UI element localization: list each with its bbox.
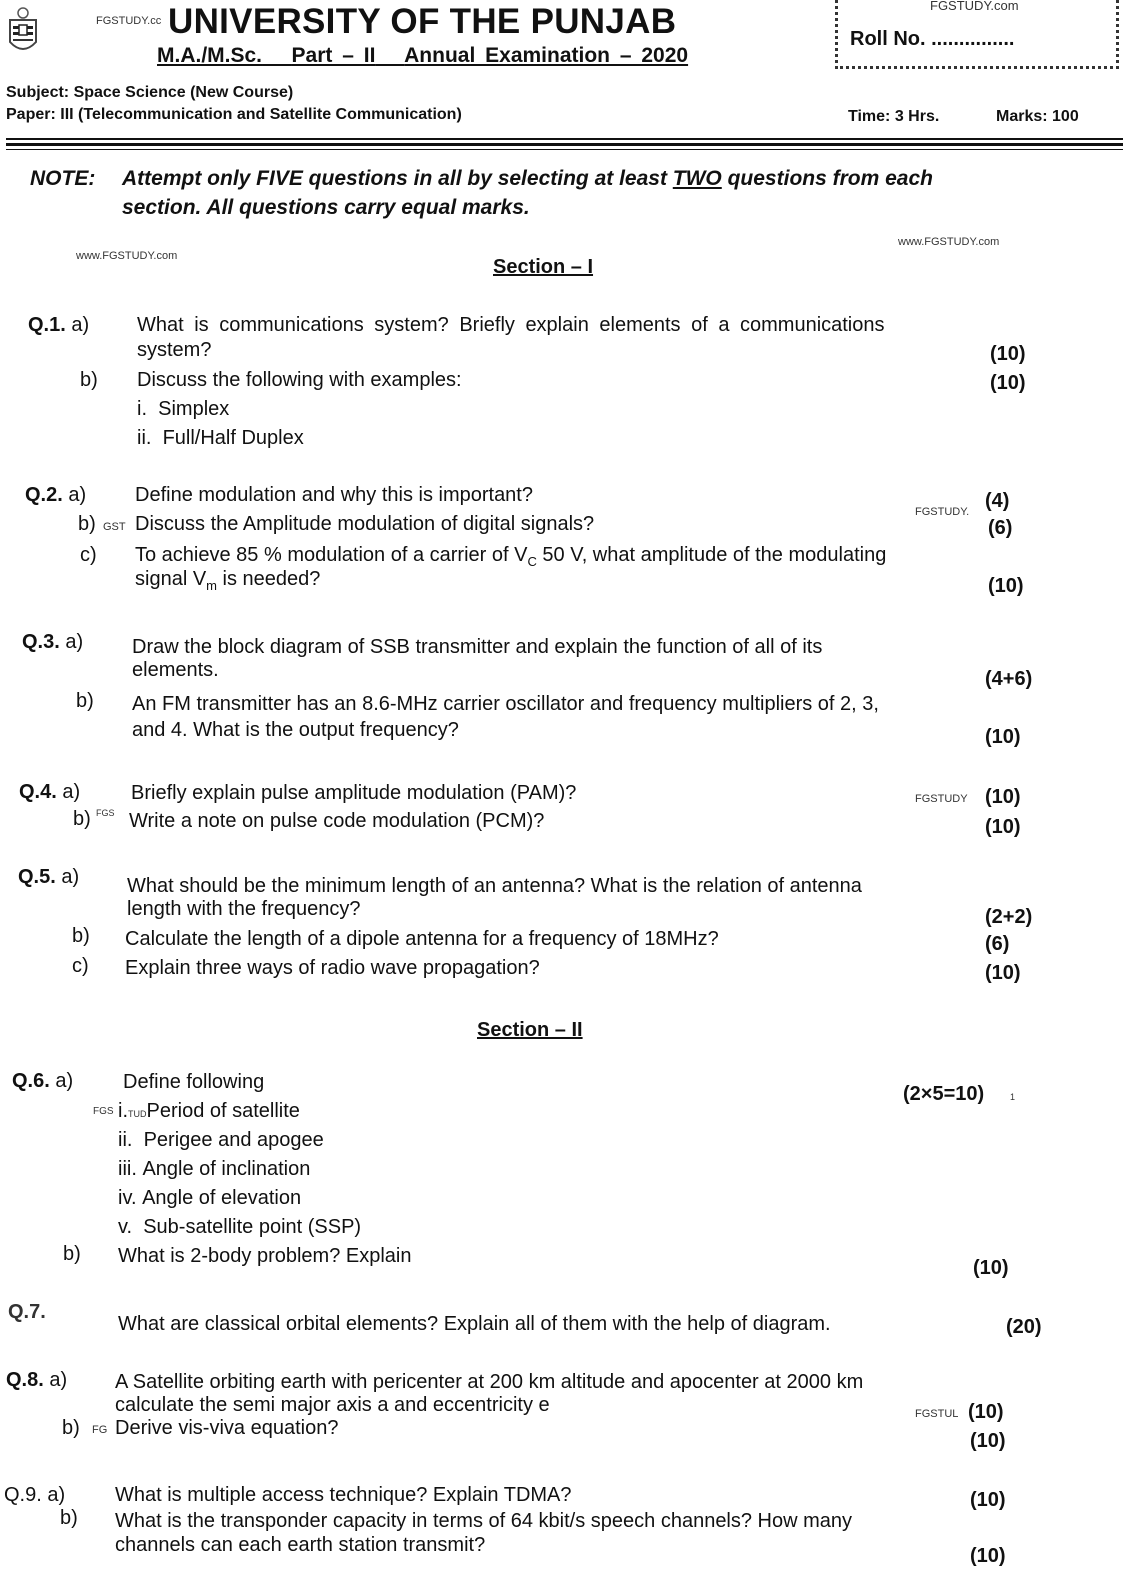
q3a-text: elements. [132,659,219,681]
header-divider [6,143,1123,146]
q6a-item: iv. Angle of elevation [118,1187,302,1209]
time-allowed: Time: 3 Hrs. [848,108,940,125]
q4b-label: b) [73,808,91,830]
question-1-number: Q.1. a) [28,314,90,336]
q9b-marks: (10) [970,1545,1006,1567]
q5b-text: Calculate the length of a dipole antenna for a frequency of 18MHz? [125,928,719,950]
q6a-item: ii. Perigee and apogee [118,1129,324,1151]
question-4-number: Q.4. a) [19,781,81,803]
watermark: FGS [96,808,115,818]
q9b-text: channels can each earth station transmit? [115,1534,486,1556]
q2a-marks: (4) [985,490,1010,512]
roll-number-field[interactable]: Roll No. ............... [850,28,1015,50]
q6a-marks: (2×5=10) [903,1083,985,1105]
q3a-text: Draw the block diagram of SSB transmitter and explain the function of all of its [132,636,823,658]
watermark: GST [103,521,126,533]
q9b-text: What is the transponder capacity in terms of 64 kbit/s speech channels? How many [115,1510,853,1532]
q2a-text: Define modulation and why this is important? [135,484,533,506]
q1b-item: i. Simplex [137,398,230,420]
header-divider [6,149,1123,150]
q3a-marks: (4+6) [985,668,1033,690]
watermark: FGSTUDY.com [930,0,1019,13]
q3b-text: An FM transmitter has an 8.6-MHz carrier oscillator and frequency multipliers of 2, 3, [132,693,879,715]
q9a-text: What is multiple access technique? Explain TDMA? [115,1484,572,1506]
watermark: www.FGSTUDY.com [898,236,1000,248]
q1a-text: What is communications system? Briefly explain elements of a communications [137,314,885,336]
q5c-label: c) [72,955,89,977]
q5c-marks: (10) [985,962,1021,984]
section-1-heading: Section – I [493,256,594,278]
header-divider [6,138,1123,140]
note-emphasis: TWO [672,167,722,190]
q5b-marks: (6) [985,933,1010,955]
q5c-text: Explain three ways of radio wave propagation? [125,957,540,979]
watermark: FGSTUDY.cc [96,15,162,27]
note-label: NOTE: [30,167,96,190]
q5a-marks: (2+2) [985,906,1033,928]
question-3-number: Q.3. a) [22,631,84,653]
question-6-number: Q.6. a) [12,1070,74,1092]
q9b-label: b) [60,1507,78,1529]
paper-line: Paper: III (Telecommunication and Satellite Communication) [6,106,462,123]
q2c-text: signal $V_m$ is needed? [135,568,321,593]
q3b-marks: (10) [985,726,1021,748]
q8a-text: A Satellite orbiting earth with pericenter at 200 km altitude and apocenter at 2000 km [115,1371,864,1393]
q4a-marks: (10) [985,786,1021,808]
q3b-text: and 4. What is the output frequency? [132,719,459,741]
instructions-note [30,164,1105,222]
q4a-text: Briefly explain pulse amplitude modulation (PAM)? [131,782,577,804]
part-label: Part – II [291,44,376,67]
q7-text: What are classical orbital elements? Explain all of them with the help of diagram. [118,1313,831,1335]
exam-label: Annual Examination – 2020 [404,44,689,67]
q8a-marks: (10) [968,1401,1004,1423]
note-text: Attempt only FIVE questions in all by selecting at least [122,167,673,190]
q1a-text: system? [137,339,212,361]
question-2-number: Q.2. a) [25,484,87,506]
q2b-marks: (6) [988,517,1013,539]
q6a-item: v. Sub-satellite point (SSP) [118,1216,362,1238]
q9a-marks: (10) [970,1489,1006,1511]
q6b-marks: (10) [973,1257,1009,1279]
watermark: FGS [93,1106,114,1117]
q2c-label: c) [80,544,97,566]
university-title: UNIVERSITY OF THE PUNJAB [168,2,677,41]
note-text: questions from each [721,167,933,190]
q8a-text: calculate the semi major axis a and eccentricity e [115,1394,550,1416]
q4b-text: Write a note on pulse code modulation (PCM)? [129,810,545,832]
university-crest-logo [6,6,40,56]
question-8-number: Q.8. a) [6,1369,68,1391]
q1b-text: Discuss the following with examples: [137,369,462,391]
q2b-label: b) [78,513,96,535]
program-label: M.A./M.Sc. [157,44,263,67]
q5a-text: What should be the minimum length of an antenna? What is the relation of antenna [127,875,862,897]
q5b-label: b) [72,925,90,947]
watermark: FG [92,1424,108,1436]
subject-line: Subject: Space Science (New Course) [6,84,294,101]
q4b-marks: (10) [985,816,1021,838]
q3b-label: b) [76,690,94,712]
crest-icon [6,6,40,56]
watermark: FGSTUDY. [915,506,970,518]
q2c-marks: (10) [988,575,1024,597]
q1b-item: ii. Full/Half Duplex [137,427,304,449]
q8b-marks: (10) [970,1430,1006,1452]
q7-marks: (20) [1006,1316,1042,1338]
watermark: FGSTUL [915,1408,959,1420]
total-marks: Marks: 100 [996,108,1079,125]
q1b-label: b) [80,369,98,391]
q1b-marks: (10) [990,372,1026,394]
question-5-number: Q.5. a) [18,866,80,888]
q2c-text: To achieve 85 % modulation of a carrier of $V_C$ 50 V, what amplitude of the modulating [135,544,887,569]
q5a-text: length with the frequency? [127,898,361,920]
watermark: FGSTUDY [915,793,968,805]
q6a-item: i.TUDPeriod of satellite [118,1100,300,1122]
q6b-text: What is 2-body problem? Explain [118,1245,412,1267]
q8b-text: Derive vis-viva equation? [115,1417,339,1439]
q6a-text: Define following [123,1071,265,1093]
q1a-marks: (10) [990,343,1026,365]
watermark: www.FGSTUDY.com [76,250,178,262]
watermark: 1 [1010,1092,1016,1102]
q6b-label: b) [63,1243,81,1265]
q2b-text: Discuss the Amplitude modulation of digital signals? [135,513,595,535]
note-text: section. All questions carry equal marks. [122,196,530,219]
question-9-number: Q.9. a) [4,1484,66,1506]
q6a-item: iii. Angle of inclination [118,1158,311,1180]
question-7-number: Q.7. [8,1301,46,1323]
q8b-label: b) [62,1417,80,1439]
section-2-heading: Section – II [477,1019,583,1041]
exam-subtitle [157,44,688,68]
